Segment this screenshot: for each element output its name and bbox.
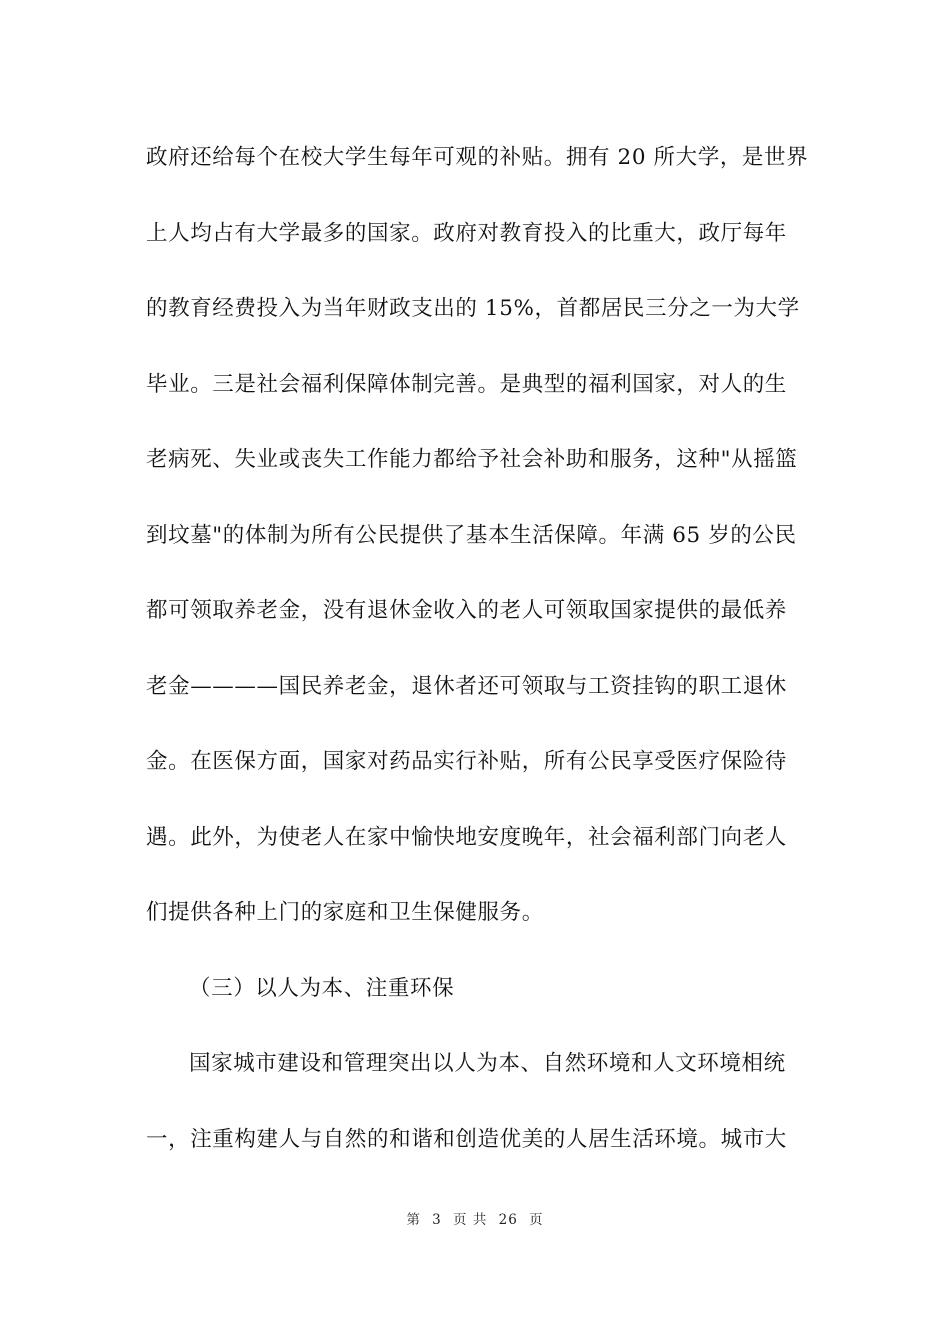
section-heading: （三）以人为本、注重环保 <box>189 975 455 1001</box>
text-line: 上人均占有大学最多的国家。政府对教育投入的比重大，政厅每年 <box>146 220 787 246</box>
text-line: 金。在医保方面，国家对药品实行补贴，所有公民享受医疗保险待 <box>146 749 787 774</box>
text-line: 政府还给每个在校大学生每年可观的补贴。拥有 20 所大学，是世界 <box>146 145 809 170</box>
footer-suffix: 页 <box>529 1212 544 1228</box>
text-line: 一，注重构建人与自然的和谐和创造优美的人居生活环境。城市大 <box>146 1126 787 1152</box>
footer-prefix: 第 <box>406 1212 421 1228</box>
text-line: 遇。此外，为使老人在家中愉快地安度晚年，社会福利部门向老人 <box>146 824 787 850</box>
current-page-number: 3 <box>432 1212 442 1228</box>
text-line: 到坟墓"的体制为所有公民提供了基本生活保障。年满 65 岁的公民 <box>146 522 797 548</box>
text-line: 老金————国民养老金，退休者还可领取与工资挂钩的职工退休 <box>146 673 787 699</box>
page-footer <box>0 1208 950 1228</box>
paragraph-first-line: 国家城市建设和管理突出以人为本、自然环境和人文环境相统 <box>189 1051 786 1076</box>
text-line: 的教育经费投入为当年财政支出的 15%，首都居民三分之一为大学 <box>146 296 800 321</box>
body-text <box>146 134 810 1191</box>
text-line: 老病死、失业或丧失工作能力都给予社会补助和服务，这种"从摇篮 <box>146 447 798 472</box>
text-line: 毕业。三是社会福利保障体制完善。是典型的福利国家，对人的生 <box>146 371 787 397</box>
text-line: 都可领取养老金，没有退休金收入的老人可领取国家提供的最低养 <box>146 598 787 623</box>
text-line: 们提供各种上门的家庭和卫生保健服务。 <box>146 900 544 925</box>
total-page-count: 26 <box>498 1212 518 1228</box>
footer-middle: 页 共 <box>453 1212 488 1228</box>
